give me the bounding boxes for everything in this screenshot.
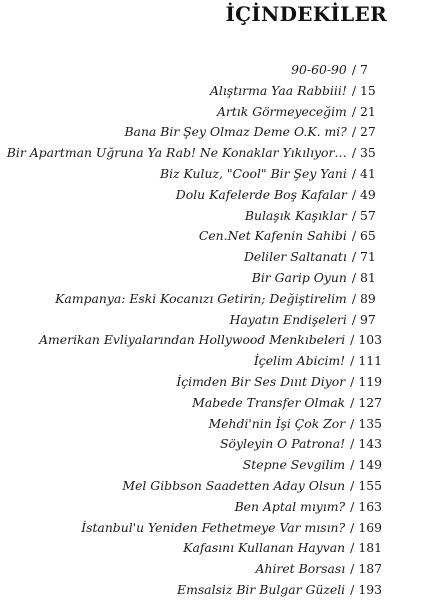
toc-entry <box>0 247 382 268</box>
toc-entry <box>0 455 382 476</box>
toc-entry-title: Dolu Kafelerde Boş Kafalar <box>175 186 347 202</box>
toc-entry-separator: / <box>350 332 355 348</box>
toc-entry-separator: / <box>351 82 356 98</box>
toc-entry-separator: / <box>351 269 356 285</box>
toc-entry <box>0 102 382 123</box>
toc-entry-title: Hayatın Endişeleri <box>229 311 347 327</box>
toc-entry-page-number: 57 <box>360 207 376 223</box>
toc-entry-page-number: 127 <box>358 394 382 410</box>
toc-entry <box>0 434 382 455</box>
toc-entry-separator: / <box>351 311 356 327</box>
toc-entry-page-number: 97 <box>360 311 376 327</box>
toc-entry <box>0 122 382 143</box>
toc-entry-page-number: 71 <box>360 249 376 265</box>
toc-entry <box>0 185 382 206</box>
toc-entry-page-number: 119 <box>358 373 382 389</box>
toc-entry-title: Ben Aptal mıyım? <box>234 498 346 514</box>
toc-entry-separator: / <box>350 373 355 389</box>
toc-entry <box>0 497 382 518</box>
toc-entry-title: Cen.Net Kafenin Sahibi <box>198 228 347 244</box>
toc-entry-separator: / <box>351 207 356 223</box>
toc-entry-separator: / <box>350 457 355 473</box>
toc-entry <box>0 268 382 289</box>
toc-entry-separator: / <box>350 436 355 452</box>
toc-entry <box>0 559 382 580</box>
toc-entry-title: Amerikan Evliyalarından Hollywood Menkıbeleri <box>39 332 346 348</box>
toc-entry-page-number: 103 <box>358 332 382 348</box>
toc-entry-page-number: 187 <box>358 561 382 577</box>
toc-entry-separator: / <box>350 540 355 556</box>
toc-entry <box>0 81 382 102</box>
toc-entry <box>0 310 382 331</box>
toc-entry <box>0 580 382 601</box>
toc-entry <box>0 538 382 559</box>
toc-entry-title: Bulaşık Kaşıklar <box>244 207 347 223</box>
toc-entry-page-number: 81 <box>360 269 376 285</box>
toc-entry-title: Stepne Sevgilim <box>242 457 346 473</box>
toc-entry <box>0 206 382 227</box>
toc-entry-separator: / <box>350 353 355 369</box>
toc-entry-separator: / <box>351 103 356 119</box>
toc-entry-title: Mel Gibbson Saadetten Aday Olsun <box>122 477 346 493</box>
toc-entry-separator: / <box>350 581 355 597</box>
toc-entry-page-number: 163 <box>358 498 382 514</box>
toc-entry-title: Söyleyin O Patrona! <box>220 436 346 452</box>
toc-entry-page-number: 143 <box>358 436 382 452</box>
toc-entry-title: Ahiret Borsası <box>255 561 346 577</box>
toc-entry-title: Mabede Transfer Olmak <box>192 394 346 410</box>
toc-entry <box>0 289 382 310</box>
toc-entry-page-number: 15 <box>360 82 376 98</box>
toc-entry-separator: / <box>350 498 355 514</box>
toc-entry <box>0 60 382 81</box>
toc-entry-separator: / <box>351 290 356 306</box>
toc-entry-separator: / <box>351 124 356 140</box>
toc-entry-page-number: 181 <box>358 540 382 556</box>
toc-entry-title: Alıştırma Yaa Rabbiii! <box>209 82 347 98</box>
toc-entry <box>0 414 382 435</box>
toc-entry-separator: / <box>350 519 355 535</box>
toc-entry-page-number: 65 <box>360 228 376 244</box>
toc-entry <box>0 372 382 393</box>
toc-entry-page-number: 27 <box>360 124 376 140</box>
toc-entry-page-number: 111 <box>358 353 382 369</box>
toc-entry-separator: / <box>350 477 355 493</box>
toc-entry-title: Deliler Saltanatı <box>243 249 347 265</box>
toc-entry-title: Bir Garip Oyun <box>251 269 347 285</box>
toc-entry <box>0 164 382 185</box>
toc-entry <box>0 143 382 164</box>
toc-entry-page-number: 169 <box>358 519 382 535</box>
toc-entry-page-number: 41 <box>360 165 376 181</box>
toc-entry-title: İçimden Bir Ses Dıııt Diyor <box>176 373 346 389</box>
toc-entry-separator: / <box>351 62 356 77</box>
toc-entry-page-number: 149 <box>358 457 382 473</box>
toc-entry-page-number: 193 <box>358 581 382 597</box>
toc-entry-separator: / <box>351 165 356 181</box>
toc-entry-page-number: 155 <box>358 477 382 493</box>
toc-entry-page-number: 35 <box>360 145 376 161</box>
toc-entry <box>0 351 382 372</box>
toc-entry-separator: / <box>350 394 355 410</box>
toc-entry-page-number: 7 <box>360 62 368 77</box>
page-title: İÇİNDEKİLER <box>225 2 387 26</box>
toc-entry-title: 90-60-90 <box>291 62 347 77</box>
toc-entry-page-number: 21 <box>360 103 376 119</box>
toc-entry <box>0 226 382 247</box>
toc-entry-separator: / <box>351 228 356 244</box>
toc-entry <box>0 393 382 414</box>
toc-entry-separator: / <box>350 561 355 577</box>
toc-entry-title: Bir Apartman Uğruna Ya Rab! Ne Konaklar Yıkılıyor… <box>6 145 347 161</box>
toc-entry-title: Emsalsiz Bir Bulgar Güzeli <box>177 581 346 597</box>
toc-entry-title: İçelim Abicim! <box>253 353 346 369</box>
toc-entry-title: İstanbul'u Yeniden Fethetmeye Var mısın? <box>81 519 346 535</box>
toc-entry-page-number: 49 <box>360 186 376 202</box>
toc-entry-title: Kampanya: Eski Kocanızı Getirin; Değiştirelim <box>55 290 347 306</box>
toc-entry-page-number: 89 <box>360 290 376 306</box>
toc-entry-separator: / <box>351 249 356 265</box>
table-of-contents <box>0 60 382 601</box>
toc-entry-title: Artık Görmeyeceğim <box>216 103 347 119</box>
toc-entry <box>0 476 382 497</box>
toc-entry <box>0 330 382 351</box>
toc-entry-separator: / <box>351 145 356 161</box>
toc-entry-separator: / <box>350 415 355 431</box>
toc-entry-title: Mehdi'nin İşi Çok Zor <box>208 415 346 431</box>
toc-entry-title: Biz Kuluz, "Cool" Bir Şey Yani <box>160 165 347 181</box>
toc-entry-title: Bana Bir Şey Olmaz Deme O.K. mi? <box>124 124 347 140</box>
toc-entry <box>0 518 382 539</box>
toc-entry-title: Kafasını Kullanan Hayvan <box>183 540 346 556</box>
toc-entry-page-number: 135 <box>358 415 382 431</box>
toc-entry-separator: / <box>351 186 356 202</box>
